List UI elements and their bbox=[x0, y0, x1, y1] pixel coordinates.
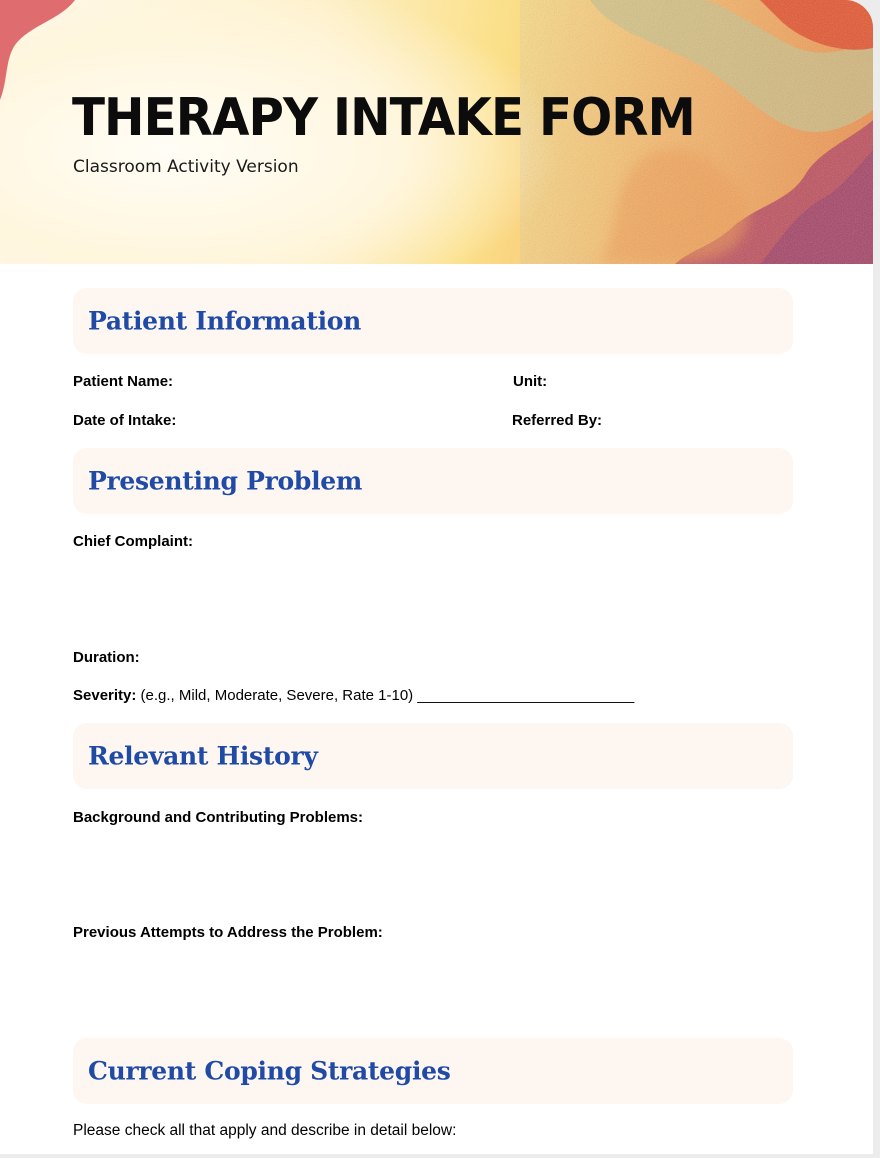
coping-instructions: Please check all that apply and describe in detail below: bbox=[73, 1122, 457, 1139]
form-title: THERAPY INTAKE FORM bbox=[72, 88, 695, 148]
duration-label: Duration: bbox=[73, 649, 140, 666]
patient-name-label: Patient Name: bbox=[73, 373, 174, 390]
form-subtitle: Classroom Activity Version bbox=[73, 157, 299, 177]
date-of-intake-label: Date of Intake: bbox=[73, 412, 177, 429]
severity-hint: (e.g., Mild, Moderate, Severe, Rate 1-10) __________________________ bbox=[136, 687, 635, 704]
section-current-coping-strategies bbox=[73, 1038, 793, 1104]
section-patient-information bbox=[73, 288, 793, 354]
section-heading: Presenting Problem bbox=[88, 466, 363, 496]
previous-attempts-label: Previous Attempts to Address the Problem: bbox=[73, 924, 383, 941]
section-relevant-history bbox=[73, 723, 793, 789]
background-problems-label: Background and Contributing Problems: bbox=[73, 809, 364, 826]
referred-by-label: Referred By: bbox=[512, 412, 603, 429]
section-heading: Current Coping Strategies bbox=[88, 1056, 451, 1086]
chief-complaint-label: Chief Complaint: bbox=[73, 533, 193, 550]
header-banner bbox=[0, 0, 873, 264]
section-presenting-problem bbox=[73, 448, 793, 514]
section-heading: Relevant History bbox=[88, 741, 318, 771]
unit-label: Unit: bbox=[513, 373, 548, 390]
severity-field bbox=[73, 687, 634, 704]
severity-label: Severity: bbox=[73, 687, 137, 704]
section-heading: Patient Information bbox=[88, 306, 362, 336]
